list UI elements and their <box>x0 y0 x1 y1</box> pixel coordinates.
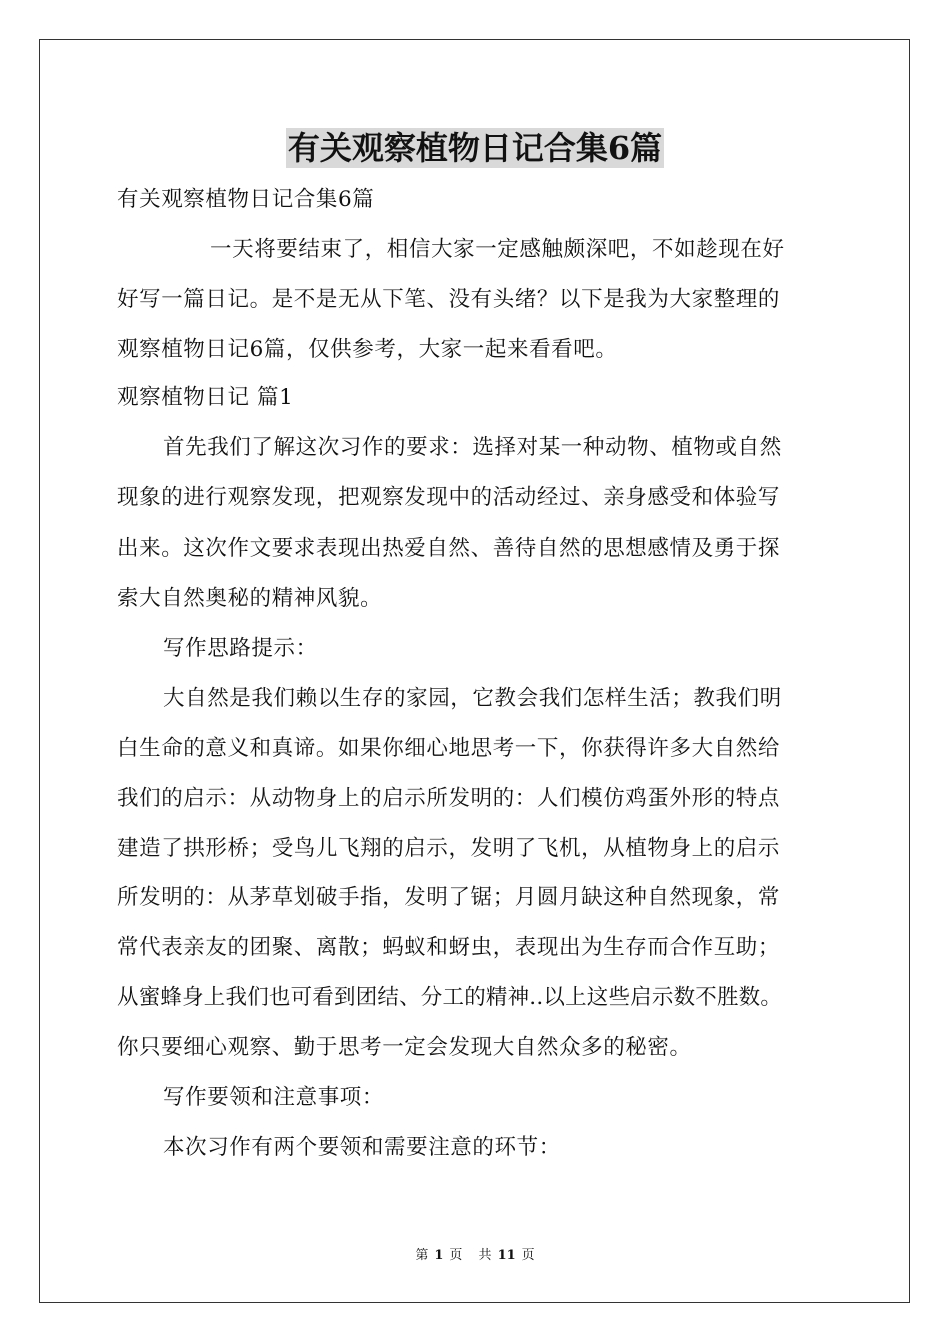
page-indicator <box>412 1248 465 1263</box>
section-heading: 观察植物日记 篇1 <box>117 385 294 410</box>
paragraph-line: 现象的进行观察发现，把观察发现中的活动经过、亲身感受和体验写 <box>117 485 781 510</box>
paragraph-line: 索大自然奥秘的精神风貌。 <box>117 586 383 611</box>
page-prefix: 第 <box>415 1248 429 1263</box>
paragraph-line: 好写一篇日记。是不是无从下笔、没有头绪？以下是我为大家整理的 <box>117 287 781 312</box>
paragraph-line: 大自然是我们赖以生存的家园，它教会我们怎样生活；教我们明 <box>163 686 782 711</box>
total-indicator <box>476 1248 538 1263</box>
paragraph-line: 建造了拱形桥；受鸟儿飞翔的启示，发明了飞机，从植物身上的启示 <box>117 836 781 861</box>
paragraph-line: 本次习作有两个要领和需要注意的环节： <box>163 1135 561 1160</box>
total-prefix: 共 <box>478 1248 492 1263</box>
paragraph-line: 写作思路提示： <box>163 636 318 661</box>
page-footer <box>0 1248 950 1264</box>
paragraph-line: 你只要细心观察、勤于思考一定会发现大自然众多的秘密。 <box>117 1035 692 1060</box>
paragraph-line: 写作要领和注意事项： <box>163 1085 385 1110</box>
total-number: 11 <box>497 1248 516 1263</box>
paragraph-line: 所发明的：从茅草划破手指，发明了锯；月圆月缺这种自然现象，常 <box>117 885 781 910</box>
total-suffix: 页 <box>521 1248 535 1263</box>
document-title: 有关观察植物日记合集6篇 <box>287 129 663 167</box>
page-border <box>39 39 910 1303</box>
page-number: 1 <box>434 1248 444 1263</box>
paragraph-line: 我们的启示：从动物身上的启示所发明的：人们模仿鸡蛋外形的特点 <box>117 786 781 811</box>
paragraph-line: 常代表亲友的团聚、离散；蚂蚁和蚜虫，表现出为生存而合作互助； <box>117 935 781 960</box>
paragraph-line: 白生命的意义和真谛。如果你细心地思考一下，你获得许多大自然给 <box>117 736 781 761</box>
page-suffix: 页 <box>449 1248 463 1263</box>
title-wrap <box>0 128 950 168</box>
paragraph-line: 首先我们了解这次习作的要求：选择对某一种动物、植物或自然 <box>163 435 782 460</box>
paragraph-line: 一天将要结束了，相信大家一定感触颇深吧，不如趁现在好 <box>210 237 785 262</box>
paragraph-line: 出来。这次作文要求表现出热爱自然、善待自然的思想感情及勇于探 <box>117 536 781 561</box>
subtitle-line: 有关观察植物日记合集6篇 <box>117 187 375 212</box>
paragraph-line: 从蜜蜂身上我们也可看到团结、分工的精神..以上这些启示数不胜数。 <box>117 985 783 1010</box>
paragraph-line: 观察植物日记6篇，仅供参考，大家一起来看看吧。 <box>117 337 618 362</box>
